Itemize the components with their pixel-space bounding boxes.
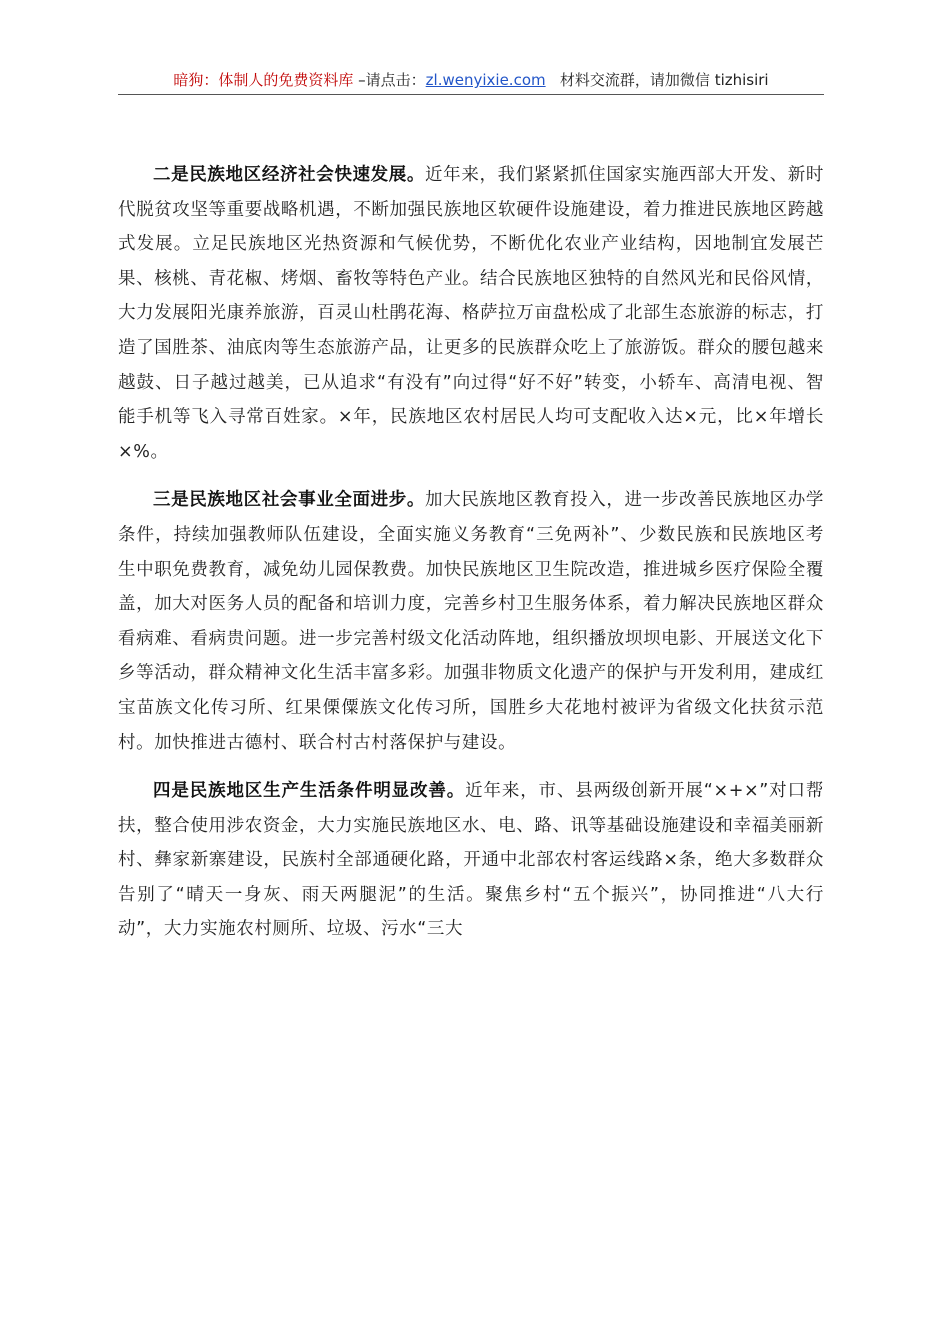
header-group-text: 材料交流群，请加微信 tizhisiri <box>559 71 769 89</box>
header-site-link[interactable]: zl.wenyixie.com <box>425 71 546 89</box>
paragraph-living-conditions <box>118 774 824 947</box>
paragraph-social-affairs <box>118 483 824 760</box>
page-header <box>118 66 824 95</box>
paragraph-text: 加大民族地区教育投入，进一步改善民族地区办学条件，持续加强教师队伍建设，全面实施义务教育“三免两补”、少数民族和民族地区考生中职免费教育，减免幼儿园保教费。加快民族地区卫生院改造，推进城乡医疗保险全覆盖，加大对医务人员的配备和培训力度，完善乡村卫生服务体系，着力解决民族地区群众看病难、看病贵问题。进一步完善村级文化活动阵地，组织播放坝坝电影、开展送文化下乡等活动，群众精神文化生活丰富多彩。加强非物质文化遗产的保护与开发利用，建成红宝苗族文化传习所、红果傈僳族文化传习所，国胜乡大花地村被评为省级文化扶贫示范村。加快推进古德村、联合村古村落保护与建设。 <box>118 490 825 753</box>
paragraph-text: 近年来，我们紧紧抓住国家实施西部大开发、新时代脱贫攻坚等重要战略机遇，不断加强民族地区软硬件设施建设，着力推进民族地区跨越式发展。立足民族地区光热资源和气候优势，不断优化农业产业结构，因地制宜发展芒果、核桃、青花椒、烤烟、畜牧等特色产业。结合民族地区独特的自然风光和民俗风情，大力发展阳光康养旅游，百灵山杜鹃花海、格萨拉万亩盘松成了北部生态旅游的标志，打造了国胜茶、油底肉等生态旅游产品，让更多的民族群众吃上了旅游饭。群众的腰包越来越鼓、日子越过越美，已从追求“有没有”向过得“好不好”转变，小轿车、高清电视、智能手机等飞入寻常百姓家。×年，民族地区农村居民人均可支配收入达×元，比×年增长×%。 <box>118 165 825 462</box>
paragraph-lead: 二是民族地区经济社会快速发展。 <box>153 165 426 185</box>
document-body <box>118 158 824 961</box>
paragraph-economy <box>118 158 824 469</box>
paragraph-lead: 三是民族地区社会事业全面进步。 <box>153 490 426 511</box>
header-site-prefix: 暗狗：体制人的免费资料库 <box>173 71 354 89</box>
header-click-label: –请点击： <box>353 71 426 89</box>
paragraph-lead: 四是民族地区生产生活条件明显改善。 <box>153 781 466 802</box>
paragraph-text: 近年来，市、县两级创新开展“×+×”对口帮扶，整合使用涉农资金，大力实施民族地区水、电、路、讯等基础设施建设和幸福美丽新村、彝家新寨建设，民族村全部通硬化路，开通中北部农村客运线路×条，绝大多数群众告别了“晴天一身灰、雨天两腿泥”的生活。聚焦乡村“五个振兴”，协同推进“八大行动”，大力实施农村厕所、垃圾、污水“三大 <box>118 781 824 940</box>
